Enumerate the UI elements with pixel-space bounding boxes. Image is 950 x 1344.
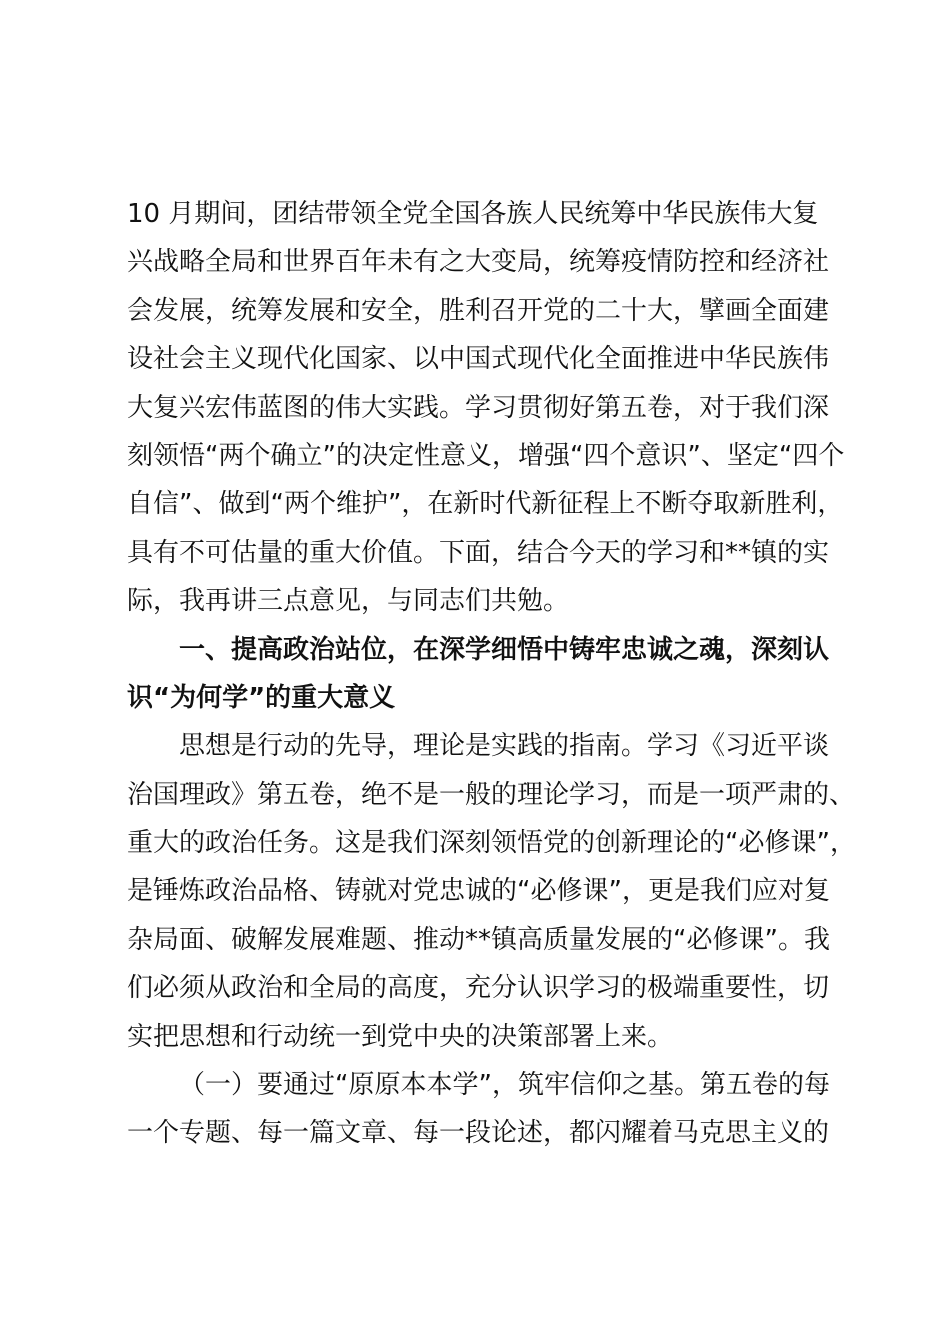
paragraph-line: 思想是行动的先导，理论是实践的指南。学习《习近平谈 (179, 731, 830, 762)
section-heading-line: 识“为何学”的重大意义 (127, 682, 396, 713)
paragraph-line: 一个专题、每一篇文章、每一段论述，都闪耀着马克思主义的 (127, 1118, 830, 1149)
paragraph-line: 刻领悟“两个确立”的决定性意义，增强“四个意识”、坚定“四个 (127, 440, 845, 471)
paragraph-line: 10 月期间，团结带领全党全国各族人民统筹中华民族伟大复 (127, 199, 819, 229)
paragraph-line: 会发展，统筹发展和安全，胜利召开党的二十大，擘画全面建 (127, 295, 830, 326)
document-body (127, 190, 856, 1158)
paragraph-line: 自信”、做到“两个维护”，在新时代新征程上不断夺取新胜利， (127, 489, 844, 520)
paragraph-line: 杂局面、破解发展难题、推动**镇高质量发展的“必修课”。我 (127, 924, 830, 955)
paragraph-line: 际，我再讲三点意见，与同志们共勉。 (127, 586, 570, 617)
subsection-line: （一）要通过“原原本本学”，筑牢信仰之基。第五卷的每 (179, 1070, 830, 1101)
paragraph-line: 们必须从政治和全局的高度，充分认识学习的极端重要性，切 (127, 973, 830, 1004)
section-heading-line: 一、提高政治站位，在深学细悟中铸牢忠诚之魂，深刻认 (179, 634, 830, 665)
paragraph-line: 设社会主义现代化国家、以中国式现代化全面推进中华民族伟 (127, 344, 830, 375)
paragraph-line: 实把思想和行动统一到党中央的决策部署上来。 (127, 1021, 674, 1052)
paragraph-line: 兴战略全局和世界百年未有之大变局，统筹疫情防控和经济社 (127, 247, 830, 278)
paragraph-line: 治国理政》第五卷，绝不是一般的理论学习，而是一项严肃的、 (127, 779, 856, 810)
paragraph-line: 大复兴宏伟蓝图的伟大实践。学习贯彻好第五卷，对于我们深 (127, 392, 830, 423)
paragraph-line: 重大的政治任务。这是我们深刻领悟党的创新理论的“必修课”， (127, 828, 856, 859)
paragraph-line: 是锤炼政治品格、铸就对党忠诚的“必修课”，更是我们应对复 (127, 876, 830, 907)
paragraph-line: 具有不可估量的重大价值。下面，结合今天的学习和**镇的实 (127, 537, 830, 568)
